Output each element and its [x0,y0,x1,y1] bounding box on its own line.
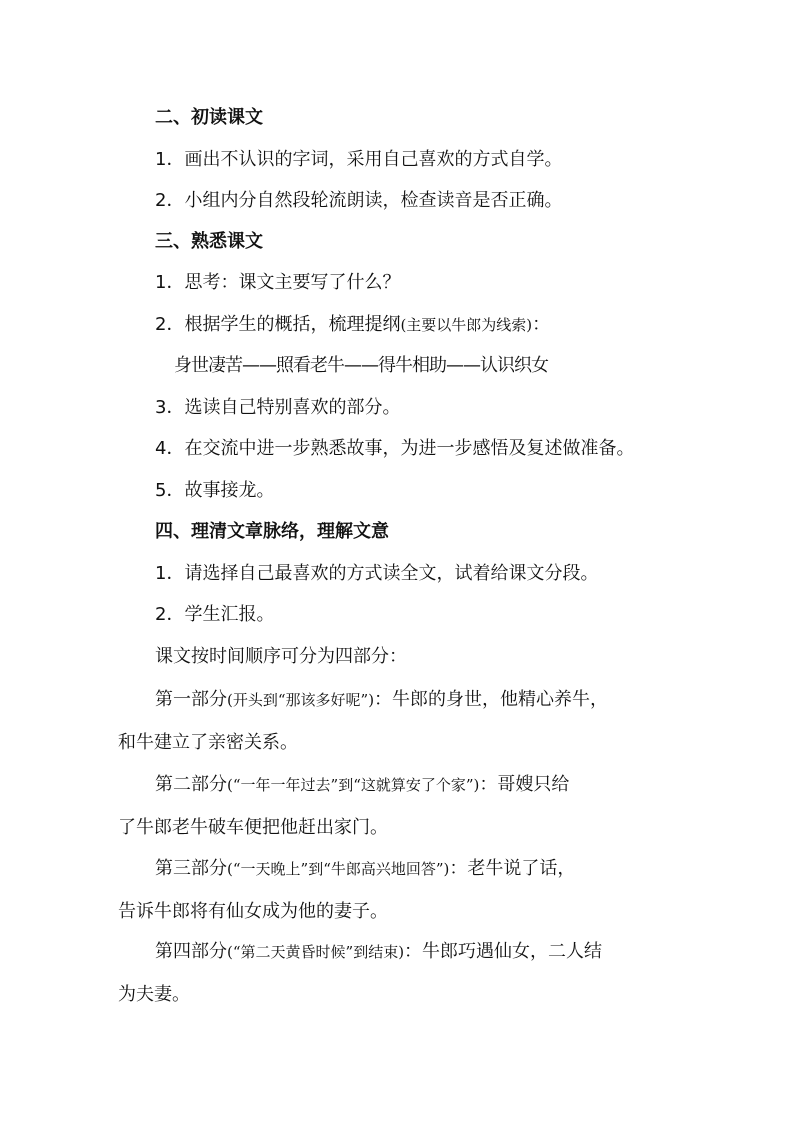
section-heading-first-reading: 二、初读课文 [155,107,263,128]
list-item: 2．学生汇报。 [155,604,275,625]
list-item: 1．思考：课文主要写了什么？ [155,272,401,293]
part-paragraph [155,940,602,964]
list-item: 2．小组内分自然段轮流朗读，检查读音是否正确。 [155,190,563,211]
part-text: ：老牛说了话， [449,858,576,879]
part-range: (“一天晚上”到“牛郎高兴地回答”) [227,860,450,878]
part-label: 第三部分 [155,858,227,879]
part-range: (“第二天黄昏时候”到结束) [227,943,405,961]
list-item-text: 2．根据学生的概括，梳理提纲 [155,314,401,335]
section-heading-familiarize: 三、熟悉课文 [155,231,263,252]
list-item [155,313,550,337]
part-paragraph [155,773,569,797]
section-heading-structure: 四、理清文章脉络，理解文意 [155,521,389,542]
list-item-colon: ： [532,314,551,335]
list-item: 3．选读自己特别喜欢的部分。 [155,397,401,418]
part-paragraph [155,688,608,712]
list-item: 5．故事接龙。 [155,480,275,501]
part-paragraph-continuation: 了牛郎老牛破车便把他赶出家门。 [118,817,388,838]
part-paragraph-continuation: 和牛建立了亲密关系。 [118,732,298,753]
part-paragraph-continuation: 为夫妻。 [118,984,190,1005]
list-item: 1．请选择自己最喜欢的方式读全文，试着给课文分段。 [155,563,599,584]
paragraph: 课文按时间顺序可分为四部分： [155,646,407,667]
outline-text: 身世凄苦——照看老牛——得牛相助——认识织女 [174,355,548,376]
part-paragraph-continuation: 告诉牛郎将有仙女成为他的妻子。 [118,901,388,922]
part-text: ：牛郎的身世，他精心养牛， [374,689,609,710]
part-text: ：哥嫂只给 [479,774,570,795]
part-label: 第二部分 [155,774,227,795]
part-text: ：牛郎巧遇仙女，二人结 [404,941,603,962]
part-label: 第一部分 [155,689,227,710]
part-range: (“一年一年过去”到“这就算安了个家”) [227,776,480,794]
list-item-note: (主要以牛郎为线索) [400,316,533,334]
list-item: 1．画出不认识的字词，采用自己喜欢的方式自学。 [155,149,563,170]
part-label: 第四部分 [155,941,227,962]
list-item: 4．在交流中进一步熟悉故事，为进一步感悟及复述做准备。 [155,438,635,459]
part-range: (开头到“那该多好呢”) [227,691,375,709]
part-paragraph [155,857,575,881]
